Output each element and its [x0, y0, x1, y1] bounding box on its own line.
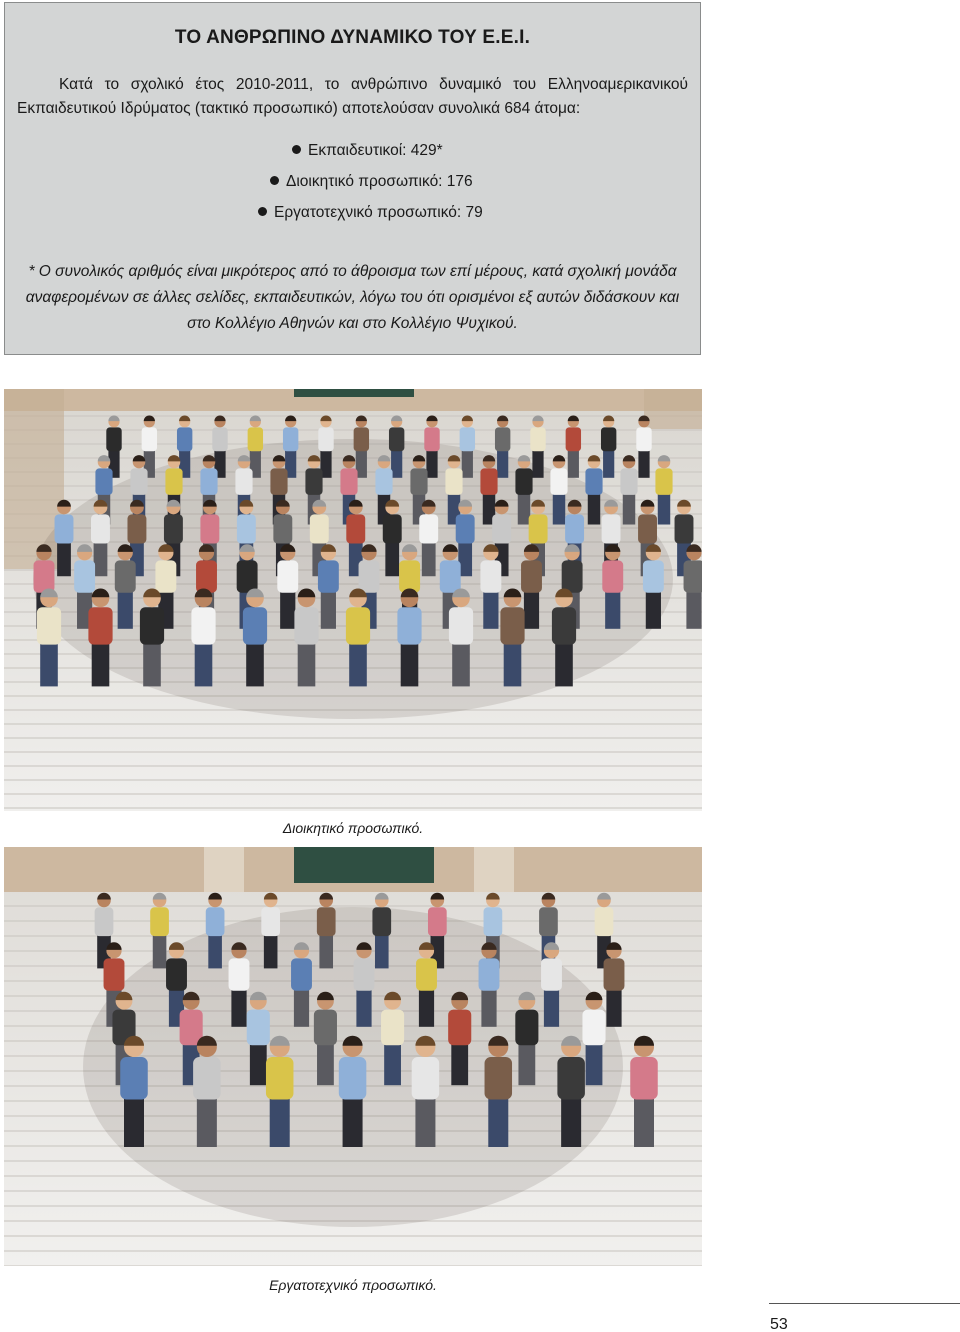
person-figure [638, 514, 657, 543]
person-figure [500, 607, 524, 644]
person-figure [460, 427, 475, 451]
person-legs [518, 493, 530, 524]
person-figure [247, 1010, 270, 1046]
list-item-label: Εκπαιδευτικοί: 429* [308, 142, 443, 159]
person-figure [166, 958, 187, 990]
person-figure [529, 514, 548, 543]
person-legs [544, 989, 559, 1027]
footer-rule [769, 1303, 960, 1304]
person-legs [270, 1097, 290, 1147]
person-legs [294, 989, 309, 1027]
person-figure [397, 607, 421, 644]
person-figure [127, 514, 146, 543]
person-legs [658, 493, 670, 524]
person-figure [318, 427, 333, 451]
person-figure [346, 607, 370, 644]
person-figure [261, 907, 280, 936]
person-legs [319, 934, 333, 968]
person-figure [155, 560, 176, 592]
person-legs [415, 1097, 435, 1147]
person-figure [193, 1057, 221, 1100]
person-figure [480, 468, 497, 495]
person-legs [605, 591, 620, 629]
person-figure [37, 607, 61, 644]
person-legs [603, 450, 614, 478]
person-legs [426, 450, 437, 478]
person-figure [95, 468, 112, 495]
person-legs [532, 450, 543, 478]
person-figure [294, 607, 318, 644]
person-figure [412, 1057, 440, 1100]
person-figure [566, 427, 581, 451]
person-figure [212, 427, 227, 451]
person-legs [356, 989, 371, 1027]
staff-info-box [4, 2, 701, 355]
person-figure [164, 514, 183, 543]
person-figure [104, 958, 125, 990]
person-legs [568, 450, 579, 478]
info-footnote: * Ο συνολικός αριθμός είναι μικρότερος από το άθροισμα των επί μέρους, κατά σχολική μονάδα αναφερομένων σε άλλες σελίδες, εκπαιδευτικών, λόγω του ότι ορισμένοι εξ αυτών διδάσκουν και στο Κολλέγιο Αθηνών και στο Κολλέγιο Ψυχικού. [25, 263, 680, 332]
person-legs [483, 591, 498, 629]
person-figure [359, 560, 380, 592]
person-figure [310, 514, 329, 543]
person-legs [57, 542, 71, 576]
person-figure [34, 560, 55, 592]
person-figure [552, 607, 576, 644]
person-legs [343, 1097, 363, 1147]
person-figure [235, 468, 252, 495]
person-legs [646, 591, 661, 629]
person-figure [655, 468, 672, 495]
person-figure [448, 1010, 471, 1046]
person-legs [497, 450, 508, 478]
person-figure [248, 427, 263, 451]
bullet-icon [292, 145, 301, 154]
person-figure [305, 468, 322, 495]
person-figure [283, 427, 298, 451]
person-figure [550, 468, 567, 495]
person-legs [638, 450, 649, 478]
person-figure [485, 1057, 513, 1100]
person-figure [115, 560, 136, 592]
person-legs [197, 1097, 217, 1147]
person-legs [518, 1043, 535, 1085]
technical-staff-photo [4, 847, 702, 1266]
person-figure [602, 514, 621, 543]
person-figure [484, 907, 503, 936]
person-legs [462, 450, 473, 478]
person-figure [237, 514, 256, 543]
person-figure [428, 907, 447, 936]
list-item-label: Εργατοτεχνικό προσωπικό: 79 [274, 204, 483, 221]
person-figure [492, 514, 511, 543]
person-figure [601, 427, 616, 451]
person-legs [553, 493, 565, 524]
person-figure [585, 468, 602, 495]
person-figure [565, 514, 584, 543]
person-figure [424, 427, 439, 451]
person-figure [372, 907, 391, 936]
person-figure [445, 468, 462, 495]
person-figure [339, 1057, 367, 1100]
person-figure [150, 907, 169, 936]
bullet-icon [258, 207, 267, 216]
person-figure [636, 427, 651, 451]
person-figure [684, 560, 702, 592]
person-figure [410, 468, 427, 495]
person-figure [318, 560, 339, 592]
person-figure [389, 427, 404, 451]
person-figure [165, 468, 182, 495]
person-figure [243, 607, 267, 644]
person-legs [623, 493, 635, 524]
list-item [5, 197, 700, 228]
person-figure [515, 1010, 538, 1046]
person-figure [479, 958, 500, 990]
person-figure [314, 1010, 337, 1046]
person-legs [231, 989, 246, 1027]
person-figure [521, 560, 542, 592]
person-figure [440, 560, 461, 592]
person-figure [399, 560, 420, 592]
person-figure [602, 560, 623, 592]
person-figure [416, 958, 437, 990]
staff-count-list [5, 135, 700, 228]
person-figure [449, 607, 473, 644]
person-legs [384, 1043, 401, 1085]
person-figure [177, 427, 192, 451]
person-figure [273, 514, 292, 543]
person-figure [74, 560, 95, 592]
person-legs [94, 542, 108, 576]
person-figure [266, 1057, 294, 1100]
person-figure [456, 514, 475, 543]
person-legs [195, 642, 213, 686]
person-figure [317, 907, 336, 936]
person-figure [419, 514, 438, 543]
person-figure [88, 607, 112, 644]
page-number: 53 [770, 1316, 788, 1332]
person-figure [562, 560, 583, 592]
person-figure [130, 468, 147, 495]
person-figure [381, 1010, 404, 1046]
info-intro: Κατά το σχολικό έτος 2010-2011, το ανθρώπινο δυναμικό του Ελληνοαμερικανικού Εκπαιδευτικού Ιδρύματος (τακτικό προσωπικό) αποτελούσαν συνολικά 684 άτομα: [17, 76, 688, 117]
list-item [5, 135, 700, 166]
person-figure [291, 958, 312, 990]
person-figure [346, 514, 365, 543]
person-figure [200, 468, 217, 495]
person-figure [95, 907, 114, 936]
person-figure [206, 907, 225, 936]
person-legs [143, 642, 161, 686]
person-figure [530, 427, 545, 451]
person-legs [451, 1043, 468, 1085]
person-figure [383, 514, 402, 543]
person-legs [40, 642, 58, 686]
person-legs [124, 1097, 144, 1147]
person-figure [582, 1010, 605, 1046]
person-figure [196, 560, 217, 592]
person-figure [375, 468, 392, 495]
person-legs [401, 642, 419, 686]
person-legs [246, 642, 264, 686]
list-item-label: Διοικητικό προσωπικό: 176 [286, 173, 473, 190]
person-legs [422, 542, 436, 576]
person-figure [140, 607, 164, 644]
person-figure [142, 427, 157, 451]
person-legs [321, 591, 336, 629]
person-legs [419, 989, 434, 1027]
person-figure [595, 907, 614, 936]
person-figure [340, 468, 357, 495]
person-legs [385, 542, 399, 576]
person-figure [237, 560, 258, 592]
person-legs [264, 934, 278, 968]
person-legs [686, 591, 701, 629]
list-item [5, 166, 700, 197]
person-figure [643, 560, 664, 592]
info-title: ΤΟ ΑΝΘΡΩΠΙΝΟ ΔΥΝΑΜΙΚΟ ΤΟΥ Ε.Ε.Ι. [174, 27, 531, 48]
person-legs [391, 450, 402, 478]
person-legs [208, 934, 222, 968]
person-legs [250, 1043, 267, 1085]
person-legs [349, 642, 367, 686]
person-figure [495, 427, 510, 451]
person-legs [561, 1097, 581, 1147]
person-figure [354, 427, 369, 451]
person-legs [118, 591, 133, 629]
person-figure [277, 560, 298, 592]
person-figure [229, 958, 250, 990]
person-legs [481, 989, 496, 1027]
person-legs [586, 1043, 603, 1085]
person-legs [634, 1097, 654, 1147]
person-figure [480, 560, 501, 592]
person-legs [317, 1043, 334, 1085]
person-legs [606, 989, 621, 1027]
person-figure [541, 958, 562, 990]
person-legs [524, 591, 539, 629]
person-legs [588, 493, 600, 524]
person-legs [92, 642, 110, 686]
person-figure [557, 1057, 585, 1100]
person-legs [375, 934, 389, 968]
person-legs [504, 642, 522, 686]
person-legs [488, 1097, 508, 1147]
admin-photo-caption: Διοικητικό προσωπικό. [282, 820, 424, 836]
person-figure [604, 958, 625, 990]
technical-photo-caption: Εργατοτεχνικό προσωπικό. [269, 1277, 437, 1293]
person-legs [153, 934, 167, 968]
person-figure [630, 1057, 658, 1100]
person-legs [298, 642, 316, 686]
person-figure [515, 468, 532, 495]
person-figure [191, 607, 215, 644]
person-figure [55, 514, 74, 543]
person-figure [91, 514, 110, 543]
person-figure [200, 514, 219, 543]
person-figure [354, 958, 375, 990]
person-legs [555, 642, 573, 686]
person-figure [620, 468, 637, 495]
person-figure [120, 1057, 148, 1100]
person-figure [675, 514, 694, 543]
person-figure [106, 427, 121, 451]
person-figure [539, 907, 558, 936]
admin-staff-photo [4, 389, 702, 811]
person-legs [452, 642, 470, 686]
bullet-icon [270, 176, 279, 185]
person-legs [280, 591, 295, 629]
person-figure [270, 468, 287, 495]
